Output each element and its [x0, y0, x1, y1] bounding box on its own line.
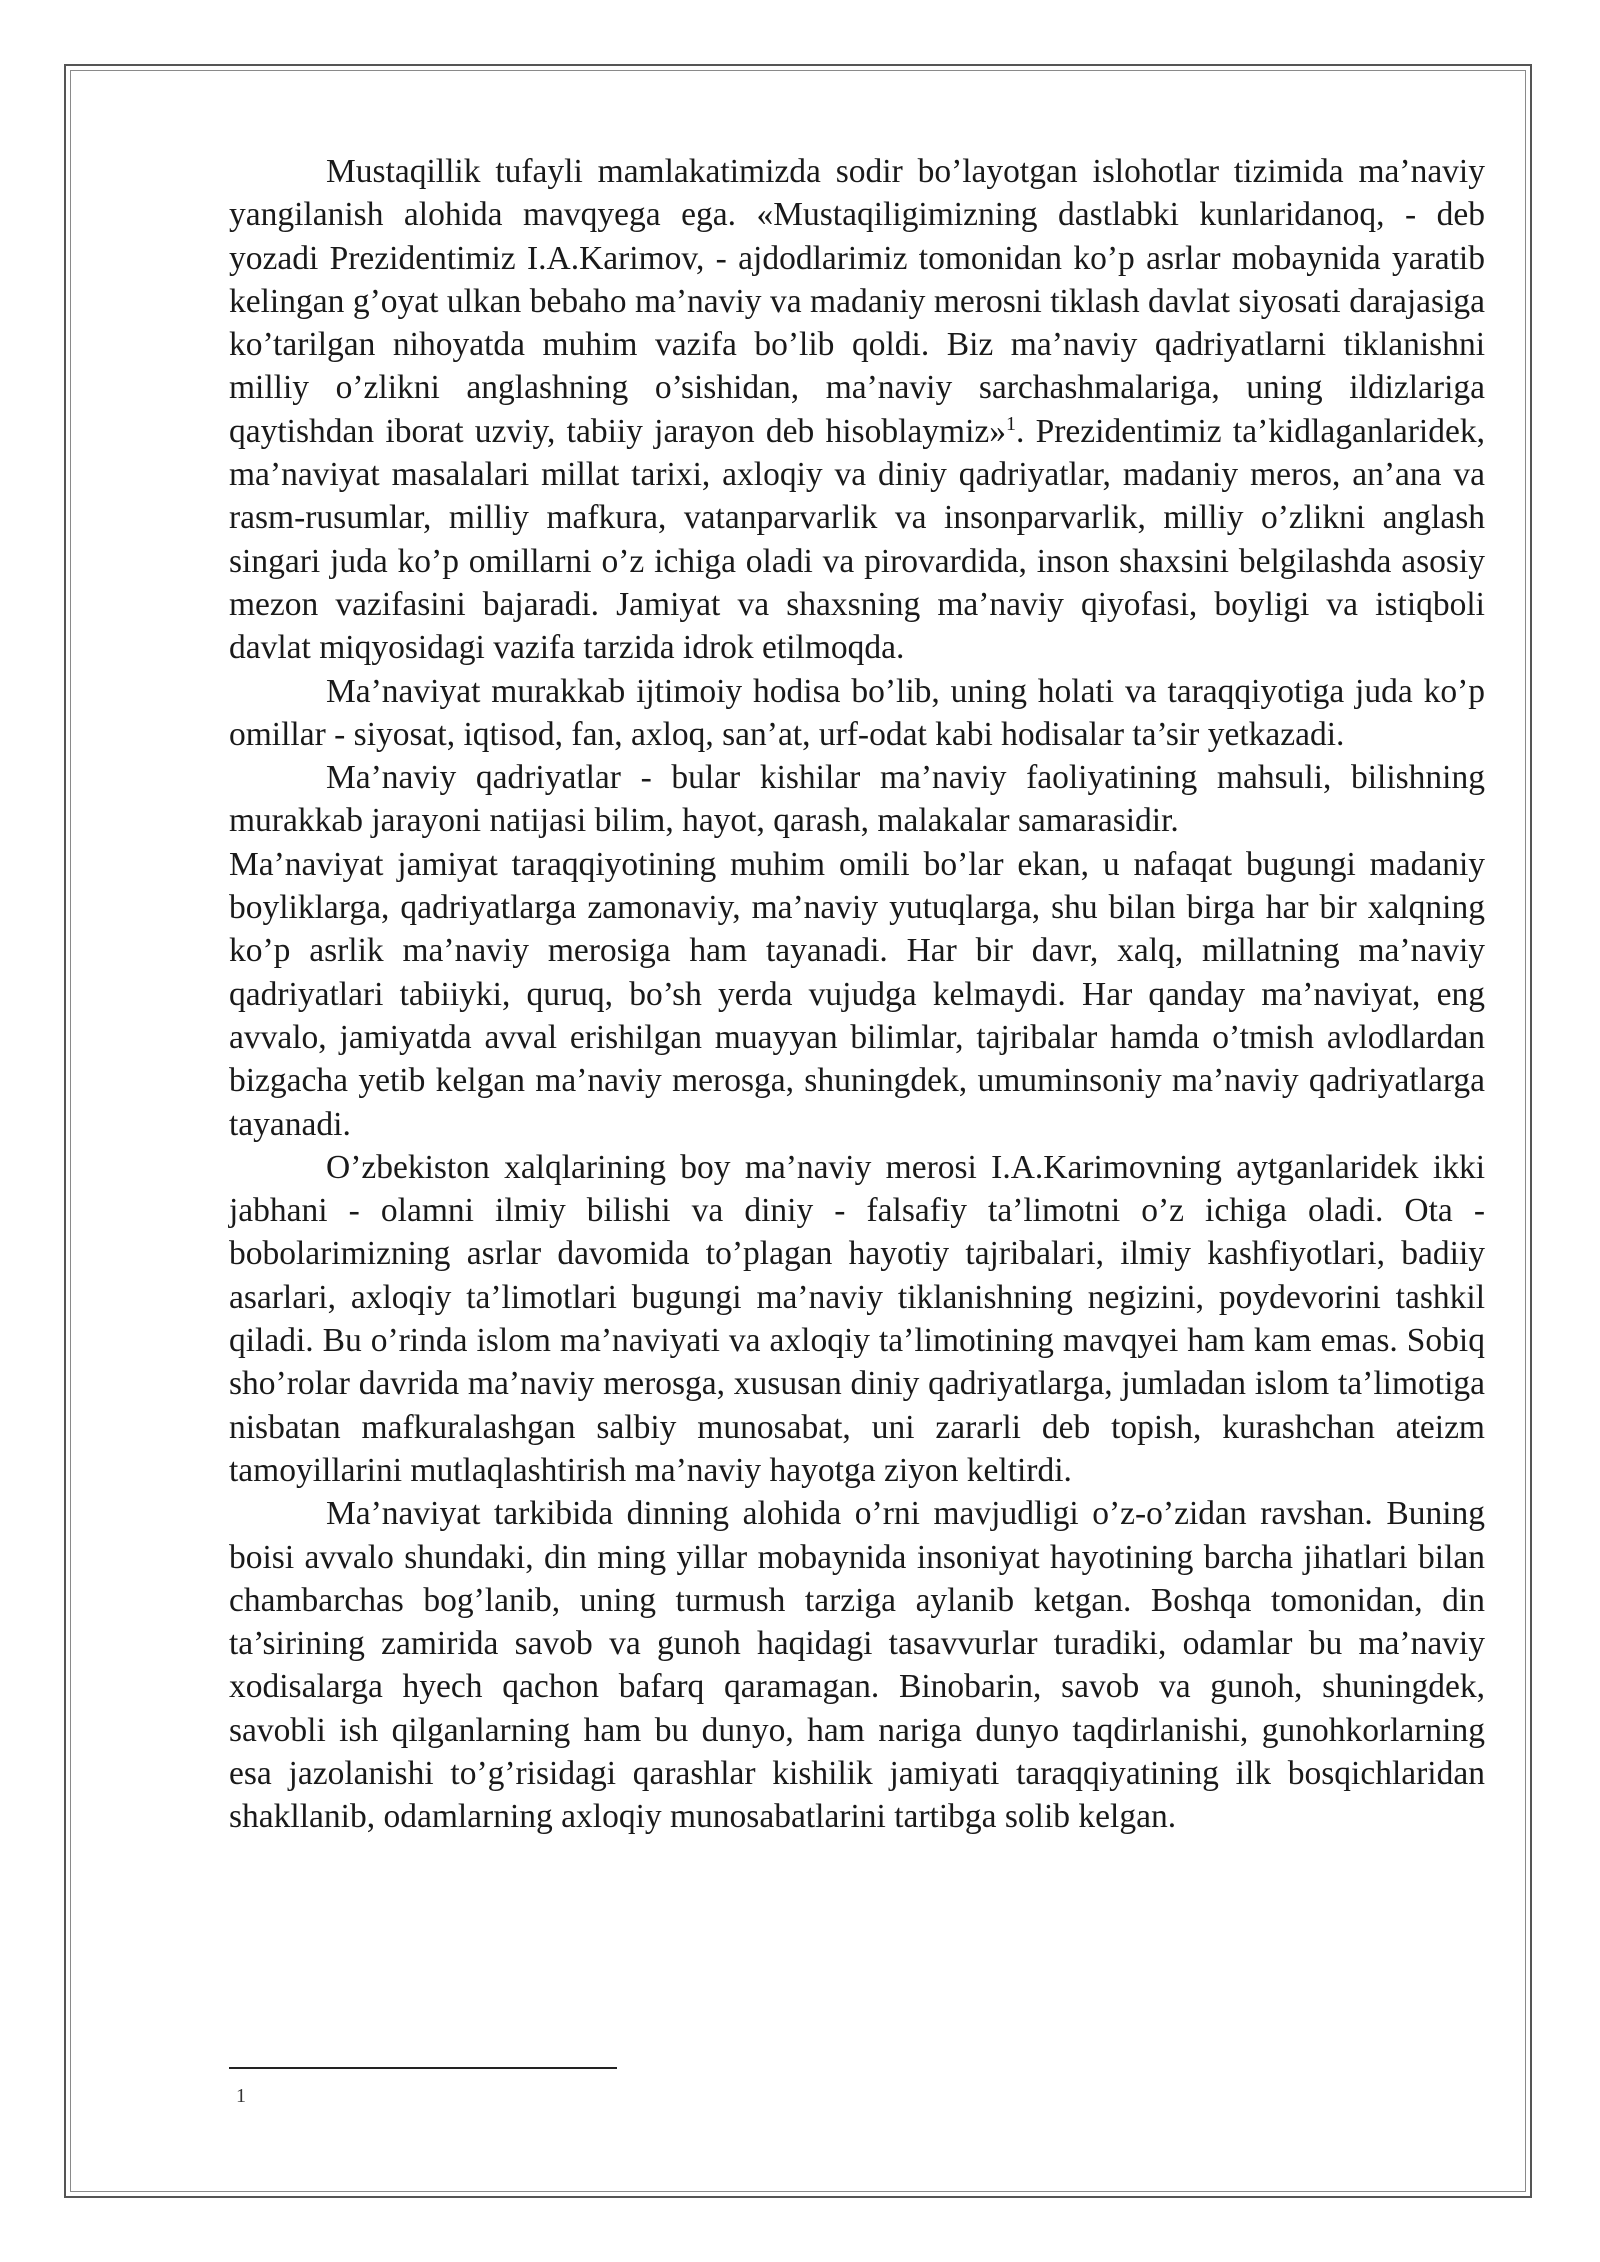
paragraph-3: Ma’naviy qadriyatlar - bular kishilar ma’naviy faoliyatining mahsuli, bilishning murakkab jarayoni natijasi bilim, hayot, qarash, malakalar samarasidir. [229, 759, 1485, 840]
footnote-separator [229, 2067, 617, 2069]
paragraph-6: Ma’naviyat tarkibida dinning alohida o’rni mavjudligi o’z-o’zidan ravshan. Buning boisi avvalo shundaki, din ming yillar mobaynida insoniyat hayotining barcha jihatlari bilan chambarchas bog’lanib, uning turmush tarziga aylanib ketgan. Boshqa tomonidan, din ta’sirining zamirida savob va gunoh haqidagi tasavvurlar turadiki, odamlar bu ma’naviy xodisalarga hyech qachon bafarq qaramagan. Binobarin, savob va gunoh, shuningdek, savobli ish qilganlarning ham bu dunyo, ham nariga dunyo taqdirlanishi, gunohkorlarning esa jazolanishi to’g’risidagi qarashlar kishilik jamiyati taraqqiyatining ilk bosqichlaridan shakllanib, odamlarning axloqiy munosabatlarini tartibga solib kelgan. [229, 1495, 1485, 1836]
paragraph-4: Ma’naviyat jamiyat taraqqiyotining muhim omili bo’lar ekan, u nafaqat bugungi madaniy boyliklarga, qadriyatlarga zamonaviy, ma’naviy yutuqlarga, shu bilan birga har bir xalqning ko’p asrlik ma’naviy merosiga ham tayanadi. Har bir davr, xalq, millatning ma’naviy qadriyatlari tabiiyki, quruq, bo’sh yerda vujudga kelmaydi. Har qanday ma’naviyat, eng avvalo, jamiyatda avval erishilgan muayyan bilimlar, tajribalar hamda o’tmish avlodlardan bizgacha yetib kelgan ma’naviy merosga, shuningdek, umuminsoniy ma’naviy qadriyatlarga tayanadi. [229, 845, 1485, 1143]
footnote-reference: 1 [1006, 412, 1016, 435]
paragraph-1 [229, 150, 1485, 670]
footnote-number: 1 [236, 2085, 246, 2107]
paragraph-1-text: Mustaqillik tufayli mamlakatimizda sodir bo’layotgan islohotlar tizimida ma’naviy yangilanish alohida mavqyega ega. «Mustaqiligimizning dastlabki kunlaridanoq, - deb yozadi Prezidentimiz I.A.Karimov, - ajdodlarimiz tomonidan ko’p asrlar mobaynida yaratib kelingan g’oyat ulkan bebaho ma’naviy va madaniy merosni tiklash davlat siyosati darajasiga ko’tarilgan nihoyatda muhim vazifa bo’lib qoldi. Biz ma’naviy qadriyatlarni tiklanishni milliy o’zlikni anglashning o’sishidan, ma’naviy sarchashmalariga, uning ildizlariga qaytishdan iborat uzviy, tabiiy jarayon deb hisoblaymiz» [229, 153, 1485, 450]
paragraph-2: Ma’naviyat murakkab ijtimoiy hodisa bo’lib, uning holati va taraqqiyotiga juda ko’p omillar - siyosat, iqtisod, fan, axloq, san’at, urf-odat kabi hodisalar ta’sir yetkazadi. [229, 672, 1485, 753]
paragraph-1-continuation: . Prezidentimiz ta’kidlaganlaridek, ma’naviyat masalalari millat tarixi, axloqiy va diniy qadriyatlar, madaniy meros, an’ana va rasm-rusumlar, milliy mafkura, vatanparvarlik va insonparvarlik, milliy o’zlikni anglash singari juda ko’p omillarni o’z ichiga oladi va pirovardida, inson shaxsini belgilashda asosiy mezon vazifasini bajaradi. Jamiyat va shaxsning ma’naviy qiyofasi, boyligi va istiqboli davlat miqyosidagi vazifa tarzida idrok etilmoqda. [229, 412, 1485, 667]
document-body [229, 150, 1485, 1839]
paragraph-5: O’zbekiston xalqlarining boy ma’naviy merosi I.A.Karimovning aytganlaridek ikki jabhani - olamni ilmiy bilishi va diniy - falsafiy ta’limotni o’z ichiga oladi. Ota - bobolarimizning asrlar davomida to’plagan hayotiy tajribalari, ilmiy kashfiyotlari, badiiy asarlari, axloqiy ta’limotlari bugungi ma’naviy tiklanishning negizini, poydevorini tashkil qiladi. Bu o’rinda islom ma’naviyati va axloqiy ta’limotining mavqyei ham kam emas. Sobiq sho’rolar davrida ma’naviy merosga, xususan diniy qadriyatlarga, jumladan islom ta’limotiga nisbatan mafkuralashgan salbiy munosabat, uni zararli deb topish, kurashchan ateizm tamoyillarini mutlaqlashtirish ma’naviy hayotga ziyon keltirdi. [229, 1148, 1485, 1489]
